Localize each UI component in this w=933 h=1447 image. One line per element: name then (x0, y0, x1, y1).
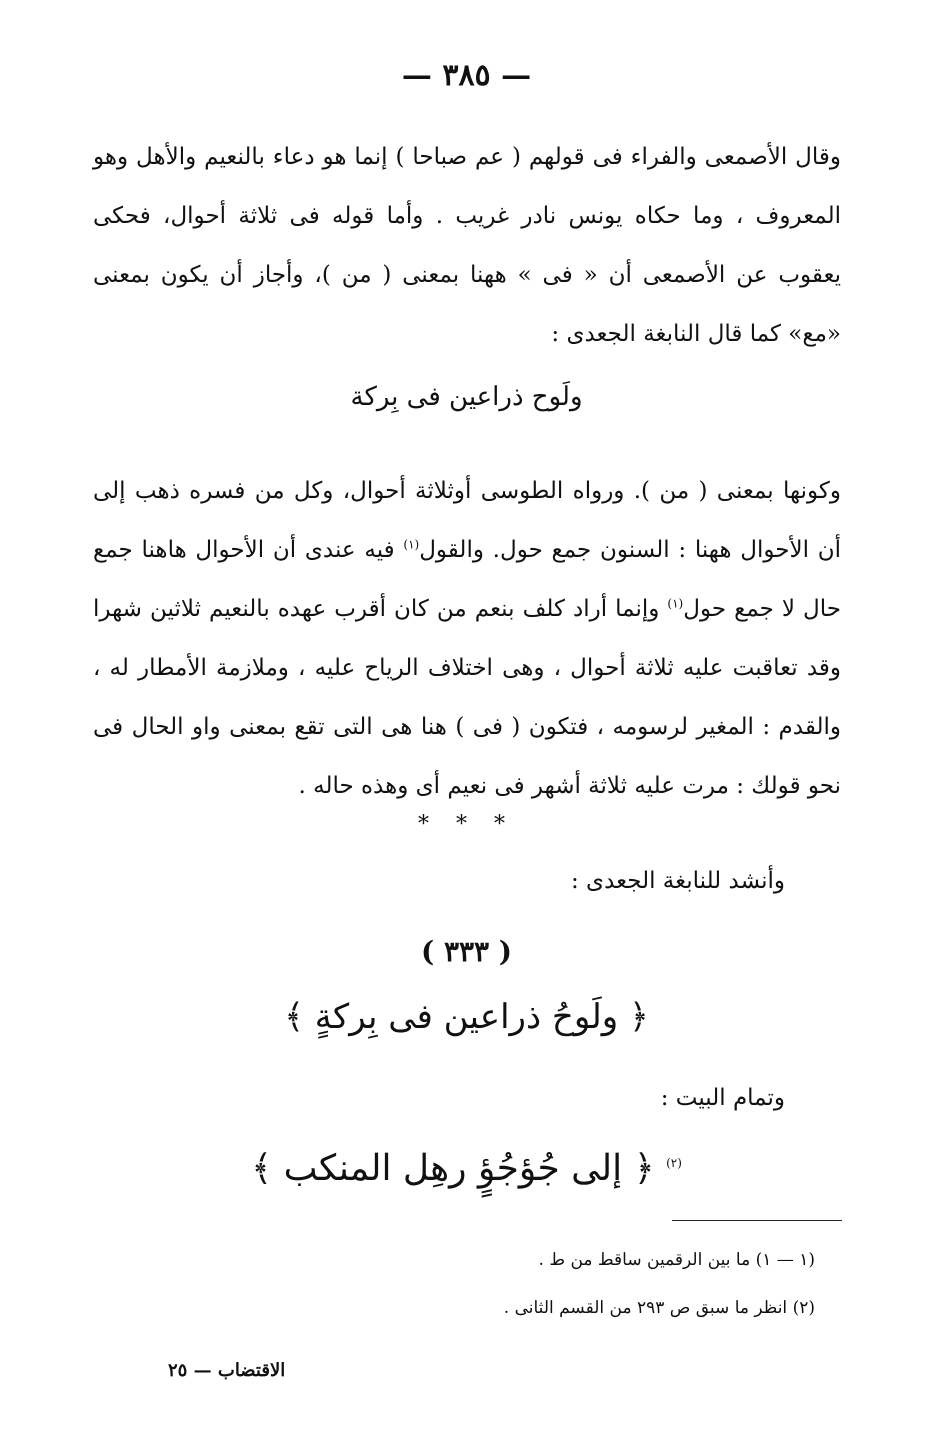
section-separator: * * * (418, 812, 515, 837)
poem-intro: وأنشد للنابغة الجعدى : (571, 868, 785, 894)
footnote-marker-1-start: (١) (403, 537, 420, 552)
verse-display: ﴿ ولَوحُ ذراعين فى بِركةٍ ﴾ (284, 997, 649, 1037)
verse-completion (0, 1148, 933, 1189)
footnote-2 (504, 1298, 815, 1318)
footnote-marker-2: (٢) (666, 1156, 682, 1170)
paragraph-2-middle: فيه عندى أن الأحوال هاهنا جمع حال لا جمع حول (93, 537, 841, 622)
page-number: — ٣٨٥ — (401, 58, 532, 93)
paragraph-1: وقال الأصمعى والفراء فى قولهم ( عم صباحا ) إنما هو دعاء بالنعيم والأهل وهو المعروف ، وما حكاه يونس نادر غريب . وأما قوله فى ثلاثة أحوال، فحكى يعقوب عن الأصمعى أن « فى » ههنا بمعنى ( من )، وأجاز أن يكون بمعنى «مع» كما قال النابغة الجعدى : (93, 144, 841, 347)
paragraph-2 (93, 462, 841, 816)
footnote-1 (539, 1250, 815, 1270)
paragraph-2-end: وإنما أراد كلف بنعم من كان أقرب عهده بالنعيم ثلاثين شهرا وقد تعاقبت عليه ثلاثة أحوال ، وهى اختلاف الرياح عليه ، وملازمة الأمطار له ، والقدم : المغير لرسومه ، فتكون ( فى ) هنا هى التى تقع بمعنى واو الحال فى نحو قولك : مرت عليه ثلاثة أشهر فى نعيم أى وهذه حاله . (93, 596, 841, 799)
footnote-2-text: انظر ما سبق ص ٢٩٣ من القسم الثانى . (503, 1298, 788, 1318)
footnote-1-marker: (١ — ١) (755, 1250, 815, 1270)
footnote-marker-1-end: (١) (667, 596, 684, 611)
poem-number: ( ٣٣٣ ) (420, 935, 513, 968)
footnote-2-marker: (٢) (792, 1298, 815, 1318)
verse-completion-label: وتمام البيت : (660, 1085, 785, 1111)
verse-completion-text: ﴿ إلى جُؤجُؤٍ رهِل المنكب ﴾ (251, 1148, 655, 1189)
signature-mark: الاقتضاب — ٢٥ (168, 1360, 286, 1381)
paragraph-2-start: وكونها بمعنى ( من ). ورواه الطوسى أوثلاثة أحوال، وكل من فسره ذهب إلى أن الأحوال ههنا : السنون جمع حول. والقول (93, 478, 841, 563)
inline-verse: ولَوح ذراعين فى بِركة (350, 382, 583, 412)
footnote-divider (672, 1220, 842, 1221)
footnote-1-text: ما بين الرقمين ساقط من ط . (538, 1250, 751, 1270)
